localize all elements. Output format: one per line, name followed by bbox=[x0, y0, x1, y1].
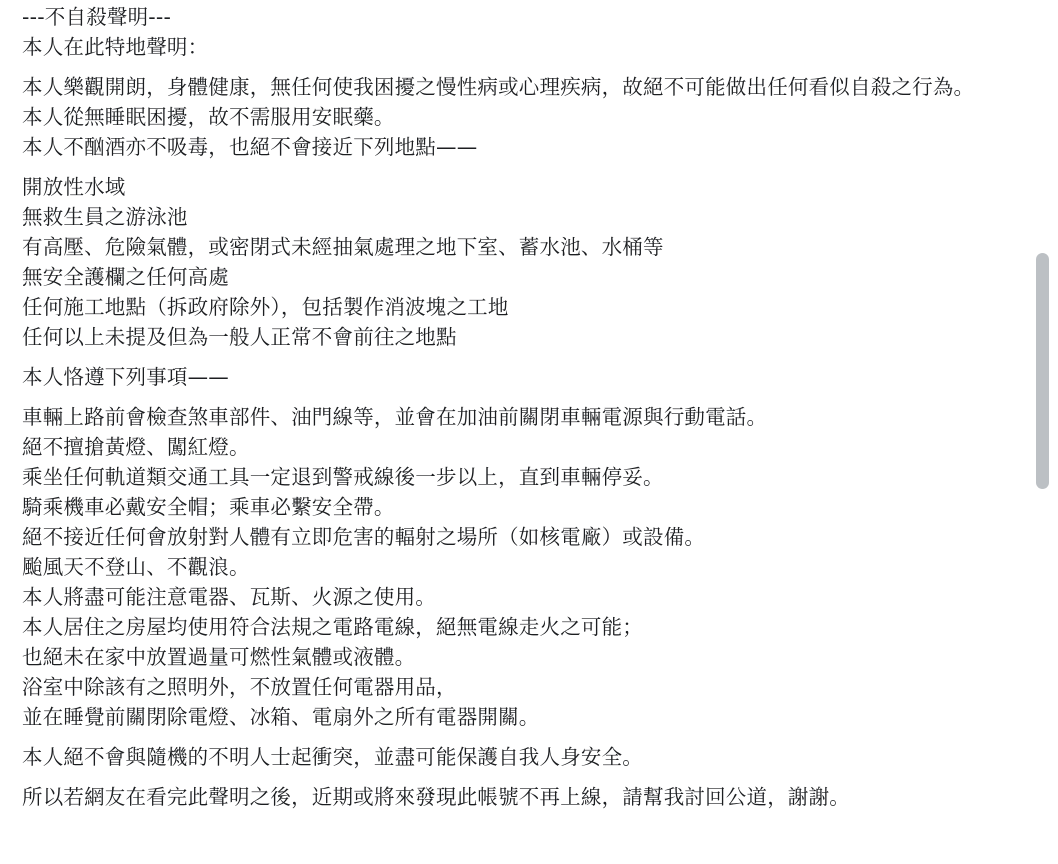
rule-item: 絕不擅搶黃燈、闖紅燈。 bbox=[22, 435, 250, 459]
rule-item: 騎乘機車必戴安全帽；乘車必繫安全帶。 bbox=[22, 495, 395, 519]
health-statement: 本人樂觀開朗，身體健康，無任何使我困擾之慢性病或心理疾病，故絕不可能做出任何看似自殺之行為。 bbox=[22, 75, 975, 99]
rule-item: 乘坐任何軌道類交通工具一定退到警戒線後一步以上，直到車輛停妥。 bbox=[22, 465, 664, 489]
rule-item: 颱風天不登山、不觀浪。 bbox=[22, 555, 250, 579]
place-item: 無救生員之游泳池 bbox=[22, 205, 188, 229]
rules-heading: 本人恪遵下列事項—— bbox=[22, 365, 229, 389]
place-item: 無安全護欄之任何高處 bbox=[22, 265, 229, 289]
substance-statement: 本人不酗酒亦不吸毒，也絕不會接近下列地點—— bbox=[22, 135, 478, 159]
rule-item: 並在睡覺前關閉除電燈、冰箱、電扇外之所有電器開關。 bbox=[22, 705, 540, 729]
place-item: 任何以上未提及但為一般人正常不會前往之地點 bbox=[22, 325, 457, 349]
place-item: 開放性水域 bbox=[22, 175, 126, 199]
rule-item: 車輛上路前會檢查煞車部件、油門線等，並會在加油前關閉車輛電源與行動電話。 bbox=[22, 405, 768, 429]
sleep-statement: 本人從無睡眠困擾，故不需服用安眠藥。 bbox=[22, 105, 395, 129]
rule-item: 浴室中除該有之照明外，不放置任何電器用品， bbox=[22, 675, 457, 699]
rule-item: 也絕未在家中放置過量可燃性氣體或液體。 bbox=[22, 645, 416, 669]
scrollbar-thumb[interactable] bbox=[1036, 253, 1049, 489]
rule-item: 本人將盡可能注意電器、瓦斯、火源之使用。 bbox=[22, 585, 436, 609]
rule-item: 絕不接近任何會放射對人體有立即危害的輻射之場所（如核電廠）或設備。 bbox=[22, 525, 706, 549]
place-item: 有高壓、危險氣體，或密閉式未經抽氣處理之地下室、蓄水池、水桶等 bbox=[22, 235, 664, 259]
place-item: 任何施工地點（拆政府除外），包括製作消波塊之工地 bbox=[22, 295, 509, 319]
rule-item: 本人居住之房屋均使用符合法規之電路電線，絕無電線走火之可能； bbox=[22, 615, 643, 639]
places-list bbox=[22, 172, 1022, 352]
post-body bbox=[22, 2, 1022, 812]
declaration-title: ---不自殺聲明--- bbox=[22, 5, 172, 29]
conflict-statement: 本人絕不會與隨機的不明人士起衝突，並盡可能保護自我人身安全。 bbox=[22, 745, 643, 769]
declaration-intro: 本人在此特地聲明： bbox=[22, 35, 209, 59]
rules-list bbox=[22, 402, 1022, 732]
closing-statement: 所以若網友在看完此聲明之後，近期或將來發現此帳號不再上線，請幫我討回公道，謝謝。 bbox=[22, 785, 850, 809]
